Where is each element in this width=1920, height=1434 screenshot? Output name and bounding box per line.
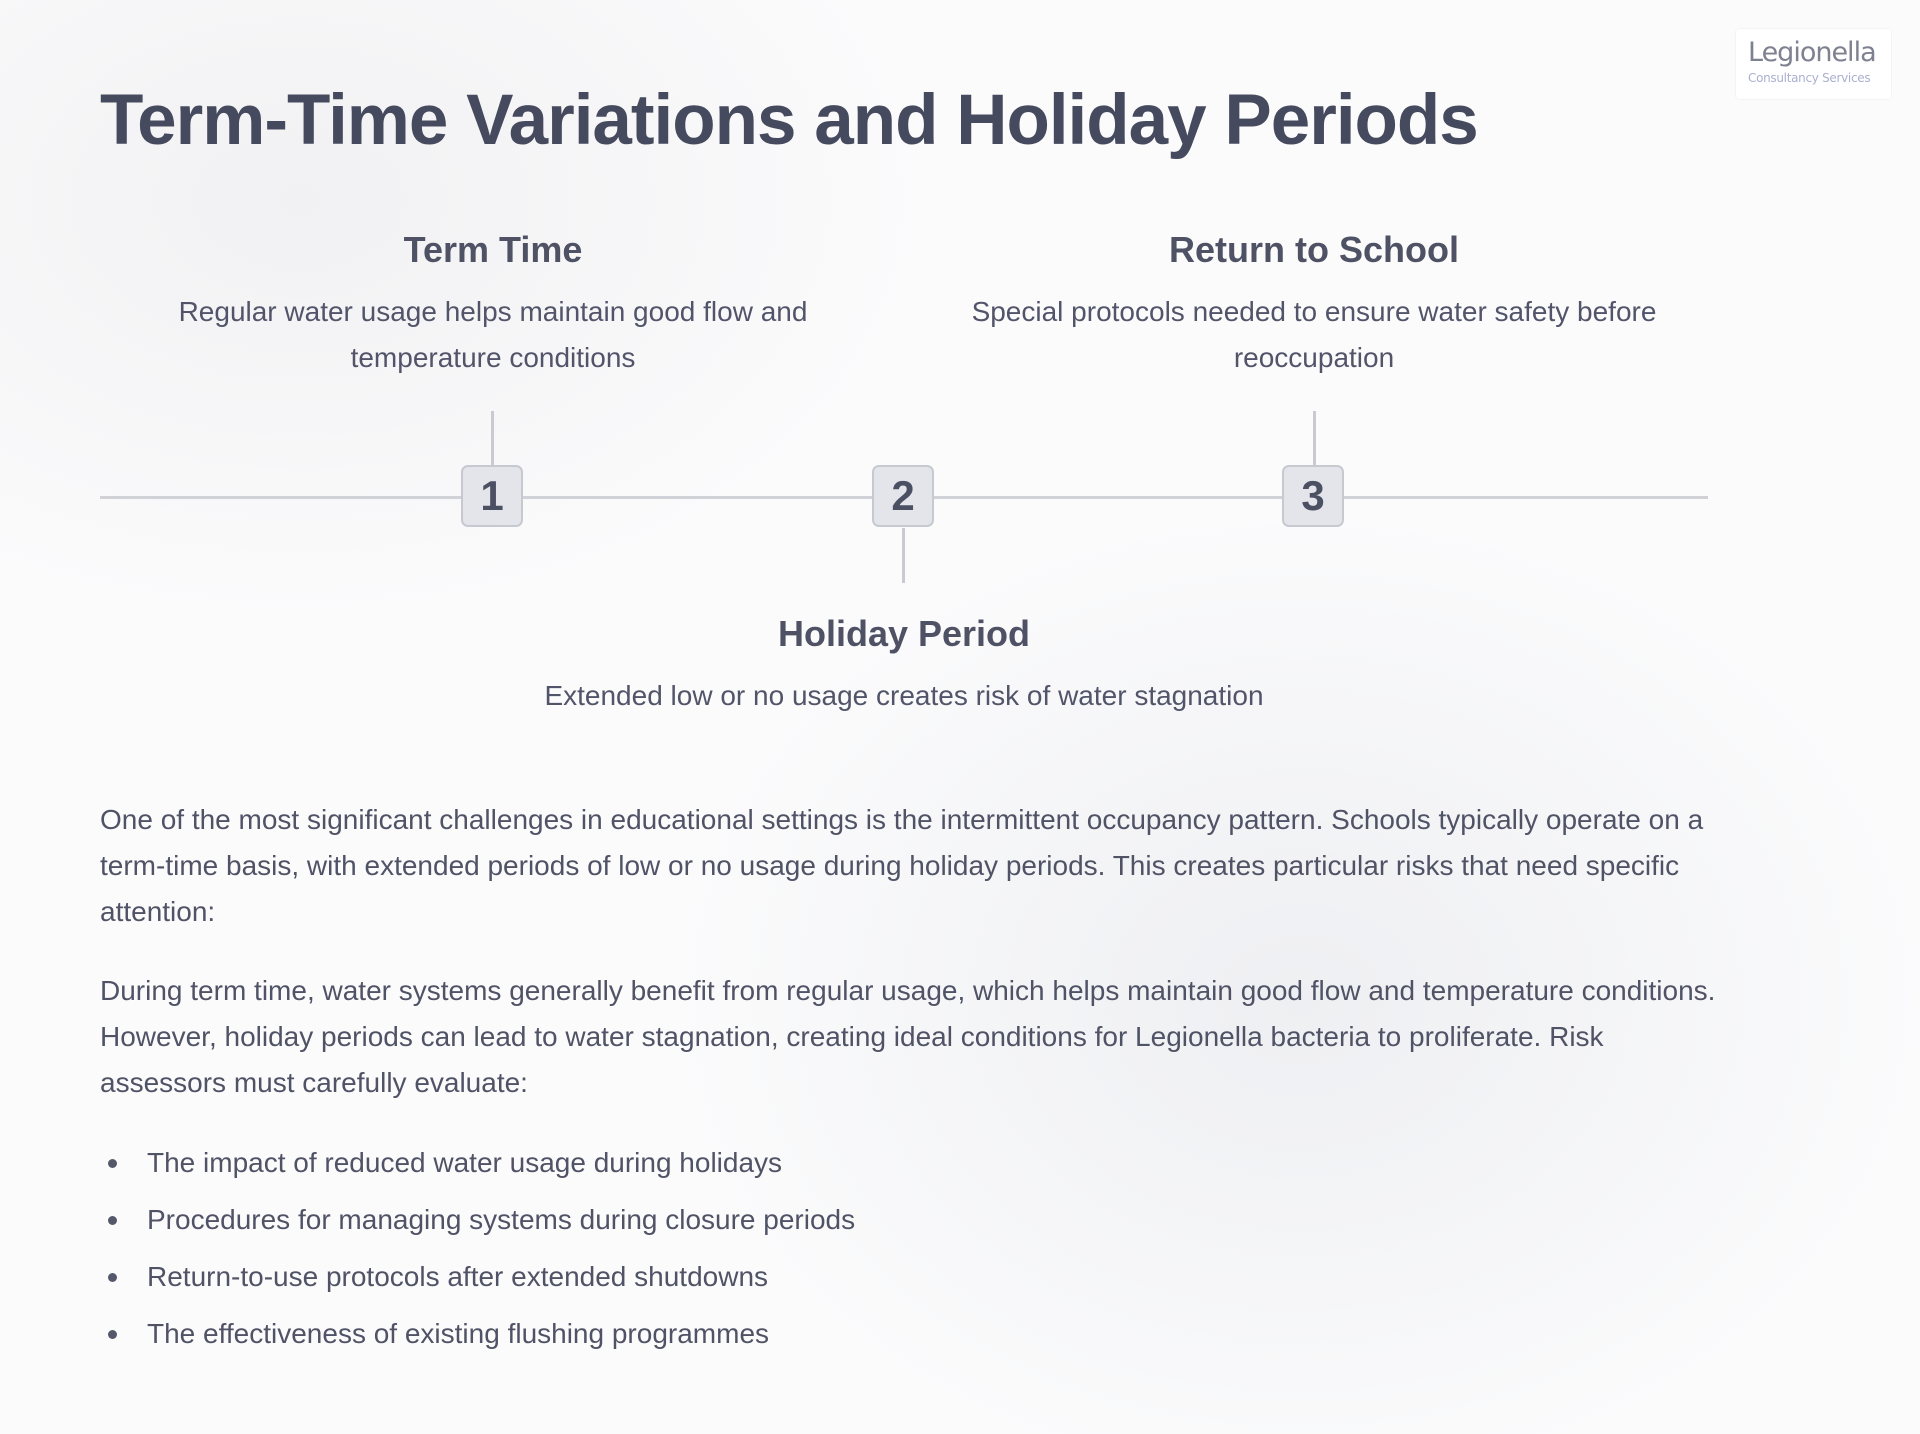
event-title: Term Time bbox=[403, 229, 583, 270]
timeline-connector-2 bbox=[902, 528, 905, 583]
evaluation-list bbox=[100, 1140, 855, 1368]
list-item-text: Return-to-use protocols after extended shutdowns bbox=[147, 1261, 769, 1292]
list-item bbox=[100, 1254, 855, 1300]
bullet-icon bbox=[108, 1273, 117, 1282]
bullet-icon bbox=[108, 1216, 117, 1225]
detail-paragraph: During term time, water systems generally benefit from regular usage, which helps maintain good flow and temperature conditions. However, holiday periods can lead to water stagnation, creating ideal conditions for Legionella bacteria to proliferate. Risk assessors must carefully evaluate: bbox=[100, 975, 1716, 1098]
event-description: Special protocols needed to ensure water safety before reoccupation bbox=[971, 296, 1657, 373]
timeline-marker-2: 2 bbox=[872, 465, 934, 527]
event-title: Holiday Period bbox=[777, 613, 1031, 654]
timeline-connector-3 bbox=[1313, 411, 1316, 467]
timeline-event-return-to-school bbox=[954, 228, 1674, 381]
list-item bbox=[100, 1197, 855, 1243]
bullet-icon bbox=[108, 1330, 117, 1339]
list-item bbox=[100, 1140, 855, 1186]
logo-name: Legionella bbox=[1748, 37, 1876, 68]
list-item-text: Procedures for managing systems during closure periods bbox=[147, 1204, 856, 1235]
company-logo bbox=[1736, 29, 1891, 99]
timeline-marker-1: 1 bbox=[461, 465, 523, 527]
timeline-event-term-time bbox=[133, 228, 853, 381]
timeline-event-holiday-period bbox=[544, 612, 1264, 719]
intro-paragraph: One of the most significant challenges in educational settings is the intermittent occupancy pattern. Schools typically operate on a term-time basis, with extended periods of low or no usage during holiday periods. This creates particular risks that need specific attention: bbox=[100, 804, 1704, 927]
list-item bbox=[100, 1311, 855, 1357]
timeline-connector-1 bbox=[491, 411, 494, 467]
timeline-marker-3: 3 bbox=[1282, 465, 1344, 527]
event-description: Regular water usage helps maintain good flow and temperature conditions bbox=[178, 296, 808, 373]
logo-subtitle: Consultancy Services bbox=[1748, 71, 1871, 85]
bullet-icon bbox=[108, 1159, 117, 1168]
list-item-text: The effectiveness of existing flushing programmes bbox=[147, 1318, 770, 1349]
event-description: Extended low or no usage creates risk of water stagnation bbox=[544, 680, 1264, 711]
page-title: Term-Time Variations and Holiday Periods bbox=[100, 81, 1478, 160]
list-item-text: The impact of reduced water usage during holidays bbox=[147, 1147, 783, 1178]
event-title: Return to School bbox=[1169, 229, 1459, 270]
